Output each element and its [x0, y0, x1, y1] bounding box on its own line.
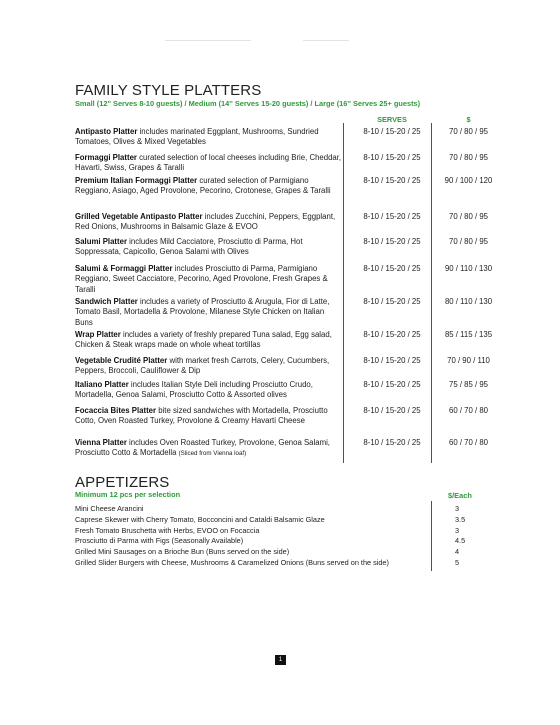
- platter-description: [75, 297, 343, 329]
- appetizer-row: [75, 515, 485, 526]
- appetizer-price-header: $/Each: [448, 491, 472, 500]
- platter-note: (Sliced from Vienna loaf): [178, 450, 247, 458]
- platter-name: Italiano Platter: [75, 380, 129, 389]
- appetizers-title: APPETIZERS: [75, 474, 170, 491]
- platter-price: 90 / 110 / 130: [444, 264, 493, 273]
- platter-name: Focaccia Bites Platter: [75, 406, 157, 415]
- platter-details: includes Prosciutto di Parma, Parmigiano Reggiano, Sweet Cacciatore, Pecorino, Aged Provolone, Fresh Grapes & Taralli: [75, 264, 328, 294]
- platter-serves: 8-10 / 15-20 / 25: [363, 237, 421, 246]
- family-platters-title: FAMILY STYLE PLATTERS: [75, 82, 262, 99]
- platter-description: [75, 380, 343, 402]
- platter-details: includes Italian Style Deli including Prosciutto Crudo, Mortadella, Genoa Salami, Prosciutto Cotto & Assorted olives: [75, 380, 313, 400]
- appetizer-row: [75, 558, 485, 569]
- platter-serves: 8-10 / 15-20 / 25: [363, 153, 421, 162]
- column-divider-left: [343, 123, 344, 463]
- appetizer-price: 3: [455, 504, 460, 513]
- platter-description: [75, 237, 343, 259]
- platter-description: [75, 356, 343, 378]
- platter-details: with market fresh Carrots, Celery, Cucumbers, Peppers, Broccoli, Cauliflower & Dip: [75, 356, 330, 376]
- platter-name: Sandwich Platter: [75, 297, 138, 306]
- header-rule-left: [165, 40, 251, 41]
- appetizer-name: Mini Cheese Arancini: [75, 504, 144, 513]
- appetizers-subtitle: Minimum 12 pcs per selection: [75, 490, 181, 499]
- platter-price: 70 / 80 / 95: [448, 127, 488, 136]
- appetizer-price: 4.5: [455, 536, 466, 546]
- platter-description: [75, 438, 343, 460]
- platter-price: 70 / 80 / 95: [448, 237, 488, 246]
- family-platters-subtitle: Small (12'' Serves 8-10 guests) / Medium (14'' Serves 15-20 guests) / Large (16'' Serves 25+ guests): [75, 99, 421, 108]
- appetizer-price: 3: [455, 525, 460, 535]
- platter-name: Vienna Platter: [75, 438, 127, 447]
- appetizer-price: 3.5: [455, 514, 466, 524]
- appetizer-row: [75, 547, 485, 558]
- appetizer-row: [75, 526, 485, 537]
- appetizer-name: Grilled Slider Burgers with Cheese, Mushrooms & Caramelized Onions (Buns served on the side): [75, 557, 389, 567]
- platter-serves: 8-10 / 15-20 / 25: [363, 212, 421, 221]
- platter-name: Vegetable Crudité Platter: [75, 356, 168, 365]
- platter-name: Salumi & Formaggi Platter: [75, 264, 173, 273]
- platter-description: [75, 330, 343, 352]
- header-rule-right: [303, 40, 349, 41]
- platter-price: 60 / 70 / 80: [448, 406, 488, 415]
- platter-name: Salumi Platter: [75, 237, 127, 246]
- platter-details: includes Oven Roasted Turkey, Provolone, Genoa Salami, Prosciutto Cotto & Mortadella: [75, 438, 330, 458]
- appetizer-list: [75, 504, 485, 569]
- appetizer-row: [75, 504, 485, 515]
- platter-details: includes Zucchini, Peppers, Eggplant, Red Onions, Mushrooms in Balsamic Glaze & EVOO: [75, 212, 336, 232]
- platter-description: [75, 127, 343, 149]
- platter-description: [75, 264, 343, 296]
- platter-serves: 8-10 / 15-20 / 25: [363, 176, 421, 185]
- price-column-header: $: [466, 115, 471, 124]
- platter-name: Antipasto Platter: [75, 127, 138, 136]
- platter-name: Grilled Vegetable Antipasto Platter: [75, 212, 203, 221]
- platter-details: bite sized sandwiches with Mortadella, Prosciutto Cotto, Oven Roasted Turkey, Provolone & Creamy Havarti Cheese: [75, 406, 328, 426]
- platter-details: includes a variety of Prosciutto & Arugula, Fior di Latte, Tomato Basil, Mortadella & Provolone, Milanese Style Chicken on Italian Buns: [75, 297, 330, 327]
- platter-price: 75 / 85 / 95: [448, 380, 488, 389]
- appetizer-name: Caprese Skewer with Cherry Tomato, Bocconcini and Cataldi Balsamic Glaze: [75, 514, 325, 524]
- platter-price: 60 / 70 / 80: [448, 438, 488, 447]
- serves-column-header: SERVES: [377, 115, 407, 124]
- platter-details: includes Mild Cacciatore, Prosciutto di Parma, Hot Soppressata, Capicollo, Genoa Salami with Olives: [75, 237, 303, 257]
- platter-serves: 8-10 / 15-20 / 25: [363, 356, 421, 365]
- appetizer-price: 5: [455, 557, 460, 567]
- appetizer-name: Prosciutto di Parma with Figs (Seasonally Available): [75, 536, 244, 546]
- page-number: 1: [275, 655, 286, 665]
- platter-serves: 8-10 / 15-20 / 25: [363, 438, 421, 447]
- platter-price: 70 / 80 / 95: [448, 153, 488, 162]
- platter-name: Formaggi Platter: [75, 153, 137, 162]
- platter-name: Wrap Platter: [75, 330, 121, 339]
- appetizer-name: Fresh Tomato Bruschetta with Herbs, EVOO on Focaccia: [75, 525, 260, 535]
- platter-serves: 8-10 / 15-20 / 25: [363, 264, 421, 273]
- platter-details: curated selection of local cheeses including Brie, Cheddar, Havarti, Swiss, Grapes & Taralli: [75, 153, 342, 173]
- platter-description: [75, 212, 343, 234]
- platter-serves: 8-10 / 15-20 / 25: [363, 330, 421, 339]
- platter-name: Premium Italian Formaggi Platter: [75, 176, 198, 185]
- platter-price: 80 / 110 / 130: [444, 297, 493, 306]
- platter-description: [75, 153, 343, 175]
- platter-price: 90 / 100 / 120: [444, 176, 493, 185]
- appetizer-name: Grilled Mini Sausages on a Brioche Bun (Buns served on the side): [75, 547, 290, 557]
- platter-serves: 8-10 / 15-20 / 25: [363, 406, 421, 415]
- platter-description: [75, 406, 343, 428]
- platter-serves: 8-10 / 15-20 / 25: [363, 127, 421, 136]
- platter-price: 70 / 80 / 95: [448, 212, 488, 221]
- platter-price: 85 / 115 / 135: [444, 330, 493, 339]
- platter-price: 70 / 90 / 110: [447, 356, 490, 365]
- platter-details: includes a variety of freshly prepared Tuna salad, Egg salad, Chicken & Steak wraps made on whole wheat tortillas: [75, 330, 332, 350]
- platter-serves: 8-10 / 15-20 / 25: [363, 297, 421, 306]
- platter-description: [75, 176, 343, 198]
- appetizer-row: [75, 536, 485, 547]
- platter-details: curated selection of Parmigiano Reggiano, Asiago, Aged Provolone, Pecorino, Crotonese, Grapes & Taralli: [75, 176, 331, 196]
- platter-serves: 8-10 / 15-20 / 25: [363, 380, 421, 389]
- platter-details: includes marinated Eggplant, Mushrooms, Sundried Tomatoes, Olives & Mixed Vegetables: [75, 127, 319, 147]
- appetizer-price: 4: [455, 547, 460, 557]
